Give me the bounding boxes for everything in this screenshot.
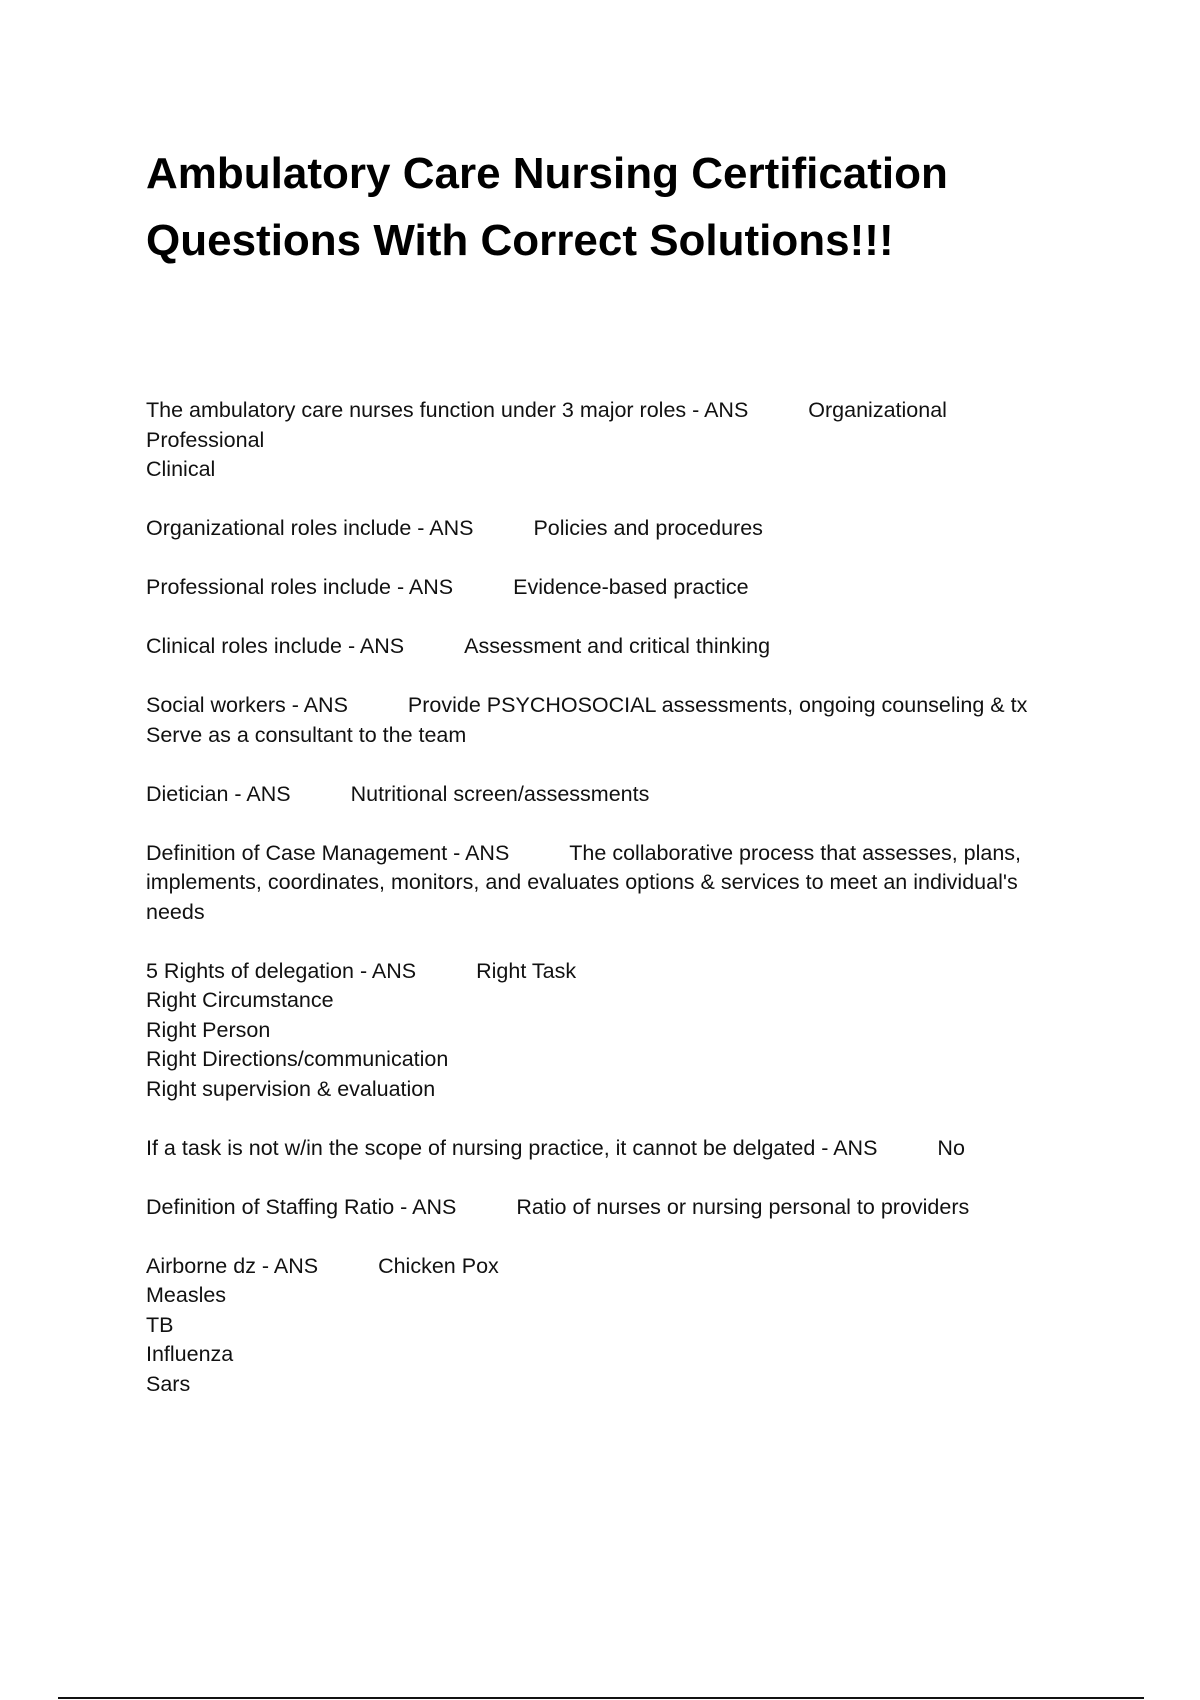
answer-text: No	[937, 1135, 965, 1160]
answer-line: needs	[146, 899, 205, 924]
qa-item	[146, 691, 1086, 750]
answer-text: Ratio of nurses or nursing personal to providers	[516, 1194, 970, 1219]
qa-item	[146, 957, 1086, 1105]
question-text: Dietician - ANS	[146, 781, 291, 806]
answer-text: Organizational	[808, 398, 947, 422]
answer-line: TB	[146, 1312, 174, 1337]
question-text: 5 Rights of delegation - ANS	[146, 958, 417, 983]
qa-first-line	[146, 632, 1086, 662]
answer-line: Right supervision & evaluation	[146, 1076, 436, 1101]
qa-item	[146, 1252, 1086, 1400]
qa-item	[146, 780, 1086, 810]
question-text: Clinical roles include - ANS	[146, 634, 405, 658]
question-text: The ambulatory care nurses function under 3 major roles - ANS	[146, 398, 749, 422]
answer-text: Assessment and critical thinking	[464, 634, 771, 658]
qa-first-line	[146, 396, 1086, 426]
question-text: Definition of Staffing Ratio - ANS	[146, 1194, 457, 1219]
answer-text: Policies and procedures	[533, 516, 763, 540]
question-text: Organizational roles include - ANS	[146, 516, 474, 540]
qa-first-line	[146, 514, 1086, 544]
qa-first-line	[146, 1193, 1086, 1223]
qa-first-line	[146, 839, 1086, 869]
qa-first-line	[146, 691, 1086, 721]
answer-line: Serve as a consultant to the team	[146, 722, 467, 747]
qa-list	[146, 396, 1086, 1429]
answer-text: The collaborative process that assesses, plans,	[569, 840, 1022, 865]
qa-item	[146, 1193, 1086, 1223]
qa-first-line	[146, 957, 1086, 987]
page-bottom-rule	[58, 1697, 1144, 1699]
answer-text: Nutritional screen/assessments	[350, 781, 650, 806]
answer-line: Professional	[146, 427, 265, 452]
question-text: Airborne dz - ANS	[146, 1253, 319, 1278]
qa-item	[146, 396, 1086, 485]
answer-text: Provide PSYCHOSOCIAL assessments, ongoing counseling & tx	[407, 693, 1028, 717]
qa-first-line	[146, 780, 1086, 810]
document-title	[146, 140, 1106, 274]
answer-text: Chicken Pox	[378, 1253, 499, 1278]
qa-item	[146, 1134, 1086, 1164]
title-line-1: Ambulatory Care Nursing Certification	[146, 149, 948, 198]
question-text: Professional roles include - ANS	[146, 575, 454, 599]
question-text: If a task is not w/in the scope of nursing practice, it cannot be delgated - ANS	[146, 1135, 878, 1160]
qa-item	[146, 839, 1086, 928]
question-text: Definition of Case Management - ANS	[146, 840, 510, 865]
qa-item	[146, 632, 1086, 662]
answer-line: Measles	[146, 1283, 227, 1307]
answer-text: Evidence-based practice	[513, 575, 749, 599]
title-line-2: Questions With Correct Solutions!!!	[146, 216, 894, 265]
answer-text: Right Task	[476, 958, 577, 983]
qa-first-line	[146, 1252, 1086, 1282]
answer-line: Sars	[146, 1371, 191, 1396]
qa-first-line	[146, 573, 1086, 603]
question-text: Social workers - ANS	[146, 693, 348, 717]
answer-line: Right Circumstance	[146, 988, 334, 1012]
answer-line: implements, coordinates, monitors, and evaluates options & services to meet an individual's	[146, 870, 1018, 894]
qa-item	[146, 573, 1086, 603]
qa-first-line	[146, 1134, 1086, 1164]
answer-line: Right Person	[146, 1017, 271, 1042]
answer-line: Clinical	[146, 457, 216, 481]
qa-item	[146, 514, 1086, 544]
answer-line: Influenza	[146, 1342, 234, 1366]
answer-line: Right Directions/communication	[146, 1047, 449, 1071]
